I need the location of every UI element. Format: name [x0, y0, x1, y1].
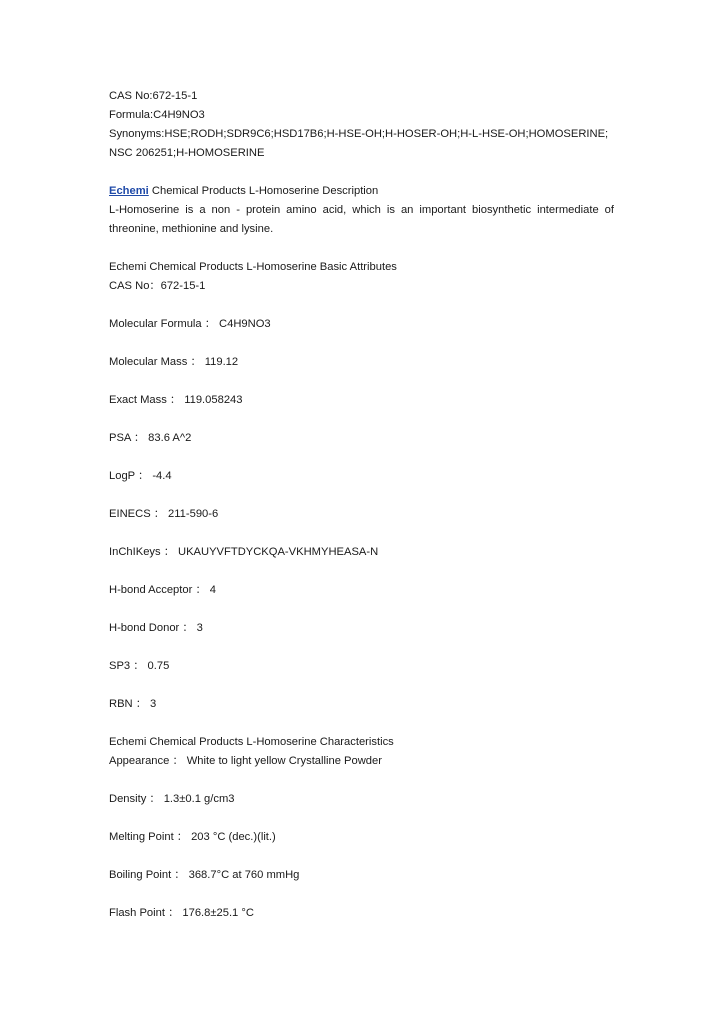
- attr-inchikeys: InChIKeys ： UKAUYVFTDYCKQA-VKHMYHEASA-N: [109, 546, 379, 558]
- attr-density: Density ： 1.3±0.1 g/cm3: [109, 793, 235, 805]
- attr-boiling-point: Boiling Point ： 368.7°C at 760 mmHg: [109, 869, 300, 881]
- attr-molecular-mass: Molecular Mass ： 119.12: [109, 356, 239, 368]
- attr-flash-point: Flash Point ： 176.8±25.1 °C: [109, 907, 254, 919]
- synonyms: Synonyms:HSE;RODH;SDR9C6;HSD17B6;H-HSE-OH;H-HOSER-OH;H-L-HSE-OH;HOMOSERINE;NSC 206251;H-HOMOSERINE: [109, 128, 609, 159]
- attr-einecs: EINECS ： 211-590-6: [109, 508, 219, 520]
- attr-exact-mass: Exact Mass ： 119.058243: [109, 394, 243, 406]
- cas-number: CAS No:672-15-1: [109, 90, 198, 102]
- attr-melting-point: Melting Point ： 203 °C (dec.)(lit.): [109, 831, 276, 843]
- attr-rbn: RBN ： 3: [109, 698, 157, 710]
- attr-hbond-acceptor: H-bond Acceptor ： 4: [109, 584, 216, 596]
- attr-psa: PSA ： 83.6 A^2: [109, 432, 192, 444]
- document-page: [109, 87, 614, 942]
- description-body: L-Homoserine is a non - protein amino acid, which is an important biosynthetic intermediate of threonine, methionine and lysine.: [109, 204, 614, 235]
- attr-hbond-donor: H-bond Donor ： 3: [109, 622, 203, 634]
- description-heading: [109, 182, 614, 201]
- attr-sp3: SP3 ： 0.75: [109, 660, 170, 672]
- attr-logp: LogP ： -4.4: [109, 470, 172, 482]
- characteristics-heading: Echemi Chemical Products L-Homoserine Characteristics: [109, 736, 394, 748]
- basic-cas-number: CAS No：672-15-1: [109, 280, 206, 292]
- basic-attributes-heading: Echemi Chemical Products L-Homoserine Basic Attributes: [109, 261, 397, 273]
- formula: Formula:C4H9NO3: [109, 109, 205, 121]
- attr-molecular-formula: Molecular Formula ： C4H9NO3: [109, 318, 271, 330]
- description-heading-text: Chemical Products L-Homoserine Description: [148, 185, 379, 197]
- echemi-link[interactable]: Echemi: [109, 185, 149, 197]
- attr-appearance: Appearance ： White to light yellow Crystalline Powder: [109, 755, 382, 767]
